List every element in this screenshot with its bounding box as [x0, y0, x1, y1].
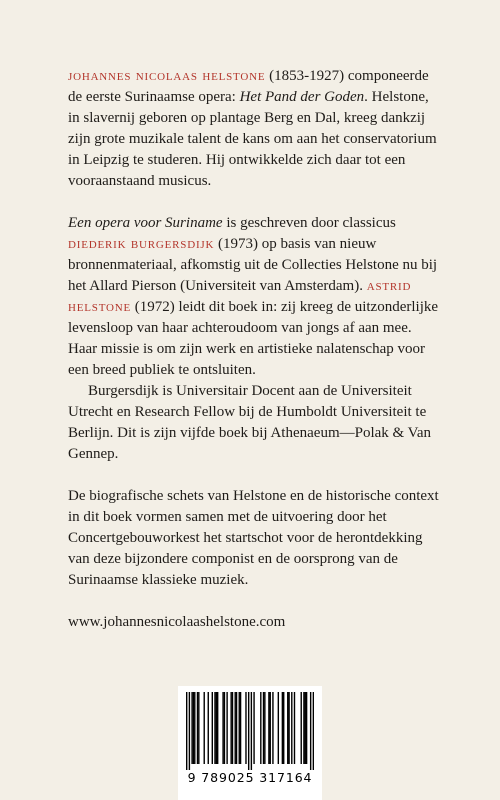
barcode-bar — [236, 692, 237, 764]
barcode-bar — [283, 692, 284, 764]
book-text-3: (1972) leidt dit boek in: zij kreeg de uitzonderlijke levensloop van haar achteroudoom van jongs af aan mee. Haar missie is om zijn werk en artistieke nalatenschap voor een breed publiek te ontsluiten. — [68, 299, 439, 378]
book-text-2: (1973) op basis van nieuw bronnenmateriaal, afkomstig uit de Collecties Helstone nu bij het Allard Pierson (Universiteit van Amsterdam). — [68, 236, 438, 294]
introducer-name: astrid helstone — [68, 278, 412, 315]
isbn-barcode — [178, 686, 322, 800]
barcode-bar — [186, 692, 187, 770]
barcode-bar — [301, 692, 302, 764]
isbn-number: 9 789025 317164 — [187, 770, 313, 785]
barcode-bar — [217, 692, 218, 764]
barcode-bar — [208, 692, 209, 764]
barcode-bar — [248, 692, 249, 770]
barcode-bar — [212, 692, 213, 764]
opera-title: Het Pand der Goden — [239, 89, 365, 105]
barcode-bar — [263, 692, 264, 764]
summary-paragraph: De biografische schets van Helstone en de historische context in dit boek vormen samen met de uitvoering door het Concertgebouworkest het startschot voor de herontdekking van deze bijzondere componist en de oorsprong van de Surinaamse klassieke muziek. — [68, 488, 439, 588]
barcode-bar — [264, 692, 265, 764]
barcode-bar — [240, 692, 241, 764]
barcode-bar — [270, 692, 271, 764]
barcode-bar — [193, 692, 194, 764]
barcode-bar — [260, 692, 261, 764]
barcode-bar — [216, 692, 217, 764]
barcode-bar — [245, 692, 246, 764]
book-paragraph — [68, 213, 440, 381]
barcode-bar — [291, 692, 292, 764]
barcode-bar — [232, 692, 233, 764]
barcode-bar — [282, 692, 283, 764]
barcode-bar — [294, 692, 295, 764]
barcode-bar — [272, 692, 273, 764]
author-bio-paragraph: Burgersdijk is Universitair Docent aan de Universiteit Utrecht en Research Fellow bij de Humboldt Universiteit te Berlijn. Dit is zijn vijfde boek bij Athenaeum—Polak & Van Gennep. — [68, 383, 432, 462]
barcode-bar — [303, 692, 304, 764]
barcode-bar — [239, 692, 240, 764]
blurb-text — [68, 66, 440, 633]
barcode-bar — [197, 692, 198, 764]
barcode-bar — [288, 692, 289, 764]
website-link[interactable]: www.johannesnicolaashelstone.com — [68, 614, 286, 630]
barcode-bar — [253, 692, 254, 764]
book-text-1: is geschreven door classicus — [222, 215, 396, 231]
barcode-bar — [226, 692, 227, 764]
barcode-bar — [306, 692, 307, 764]
barcode-bar — [204, 692, 205, 764]
barcode-bar — [224, 692, 225, 764]
barcode-bar — [278, 692, 279, 764]
barcode-bar — [287, 692, 288, 764]
author-name: diederik burgersdijk — [68, 236, 215, 252]
barcode-bar — [305, 692, 306, 764]
barcode-bar — [313, 692, 314, 770]
barcode-bar — [191, 692, 192, 764]
barcode-bar — [268, 692, 269, 764]
barcode-bar — [222, 692, 223, 764]
barcode-bar — [230, 692, 231, 764]
barcode-bar — [310, 692, 311, 770]
composer-name: johannes nicolaas helstone — [68, 68, 266, 84]
composer-intro: (1853-1927) componeerde de eerste Surinaamse opera: — [68, 68, 429, 105]
composer-bio: . Helstone, in slavernij geboren op plantage Berg en Dal, kreeg dankzij zijn grote muzikale talent de kans om aan het conservatorium in Leipzig te studeren. Hij ontwikkelde zich daar tot een vooraanstaand musicus. — [68, 89, 437, 189]
barcode-bar — [189, 692, 190, 770]
barcode-bar — [251, 692, 252, 770]
barcode-bar — [235, 692, 236, 764]
barcode-bar — [194, 692, 195, 764]
helstone-paragraph — [68, 66, 440, 192]
barcode-bars — [186, 692, 314, 770]
book-title: Een opera voor Suriname — [68, 215, 223, 231]
barcode-bar — [198, 692, 199, 764]
barcode-bar — [214, 692, 215, 764]
